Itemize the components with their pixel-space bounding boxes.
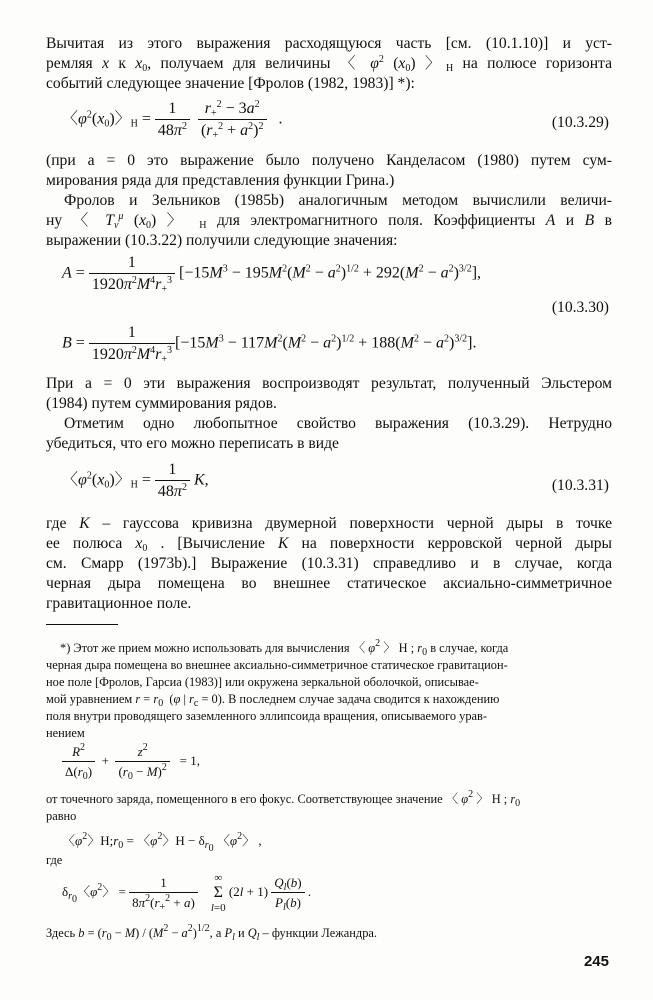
text-line: событий следующее значение [Фролов (1982, 1983)] *): xyxy=(46,75,415,92)
footnote-line: *) Этот же прием можно использовать для вычисления 〈 $\varphi^2$ 〉 H ; $r_0$ в случае, когда xyxy=(60,638,509,658)
text-line: При a = 0 эти выражения воспроизводят результат, полученный Эльстером xyxy=(46,375,612,392)
footnote-line: где xyxy=(46,853,63,867)
footnote-equation-ellipsoid: $\frac{R^2}{\Delta(r_0)}$ + $\frac{z^2}{(r_0 - M)^2}$ = 1, xyxy=(62,744,200,780)
footnote-line: от точечного заряда, помещенного в его фокус. Соответствующее значение 〈 $\varphi^2$ 〉 H ; $r_0$ xyxy=(46,789,521,809)
equation-number: (10.3.30) xyxy=(551,299,609,316)
text-line: ну 〈 $T_\nu^\mu$ $(x_0)$ 〉 $_H$ для электромагнитного поля. Коэффициенты A и B в xyxy=(46,211,612,231)
text-line: черная дыра помещена во внешнее статическое аксиально-симметричное xyxy=(46,575,612,592)
equation-10-3-29: 〈$\varphi^2(x_0)$〉$_H$ = $\frac{1}{48\pi^2}$ $\frac{r_+^2 - 3a^2}{(r_+^2 + a^2)^2}$ . xyxy=(62,99,283,141)
text-line: где K – гауссова кривизна двумерной поверхности черной дыры в точке xyxy=(46,515,612,532)
text-line: (1984) путем суммирования рядов. xyxy=(46,395,277,412)
text-line: Вычитая из этого выражения расходящуюся часть [см. (10.1.10)] и уст- xyxy=(46,35,612,52)
text-line: см. Смарр (1973b).] Выражение (10.3.31) справедливо и в случае, когда xyxy=(46,555,612,572)
text-line: Отметим одно любопытное свойство выражения (10.3.29). Нетрудно xyxy=(64,415,612,432)
footnote-line: равно xyxy=(46,809,77,823)
text-line: Фролов и Зельников (1985b) аналогичным методом вычислили величи- xyxy=(64,192,612,209)
text-line: выражении (10.3.22) получили следующие значения: xyxy=(46,232,398,249)
equation-number: (10.3.29) xyxy=(551,114,609,131)
footnote-line: ное поле [Фролов, Гарсиа (1983)] или окружена зеркальной оболочкой, описывае- xyxy=(46,675,479,689)
text-line: гравитационное поле. xyxy=(46,595,192,612)
footnote-line: Здесь $b = (r_0 - M) / (M^2 - a^2)^{1/2}$, а $P_l$ и $Q_l$ – функции Лежандра. xyxy=(46,923,378,943)
footnote-divider xyxy=(46,624,118,625)
equation-10-3-30-a: A = $\frac{1}{1920\pi^2M^4r_+^3}$ $[-15M^3 - 195M^2(M^2 - a^2)^{1/2} + 292(M^2 - a^2)^{3/2}]$, xyxy=(62,254,482,295)
text-line: убедиться, что его можно переписать в виде xyxy=(46,435,339,452)
text-line: мирования ряда для представления функции Грина.) xyxy=(46,172,395,189)
equation-number: (10.3.31) xyxy=(551,477,609,494)
footnote-equation-delta: $\delta_{r_0}$〈$\varphi^2$〉 = $\frac{1}{8\pi^2(r_+^2 + a)}$ ∞ Σ l=0 (2l + 1) $\frac{Q_l(b)}{P_l(b)}$ . xyxy=(62,872,312,914)
footnote-line: нением xyxy=(46,726,85,740)
text-line: ремляя x к $x_0$, получаем для величины 〈 $\varphi^2$ $(x_0)$ 〉$_H$ на полюсе горизонта xyxy=(46,54,612,74)
footnote-equation-value: 〈$\varphi^2$〉$H;r_0$ = 〈$\varphi^2$〉$H - \delta_{r_0}$ 〈$\varphi^2$〉 , xyxy=(62,831,262,854)
text-line: (при a = 0 это выражение было получено Канделасом (1980) путем сум- xyxy=(46,152,612,169)
footnote-line: поля внутри проводящего заземленного эллипсоида вращения, описываемого урав- xyxy=(46,709,488,723)
equation-10-3-31: 〈$\varphi^2(x_0)$〉$_H$ = $\frac{1}{48\pi^2}$ K, xyxy=(62,461,209,500)
page-number: 245 xyxy=(583,953,609,970)
text-line: ее полюса $x_0$ . [Вычисление K на поверхности керровской черной дыры xyxy=(46,535,612,554)
footnote-line: мой уравнением $r = r_0$ (φ | $r_c = 0$). В последнем случае задача сводится к нахождению xyxy=(46,692,500,709)
footnote-line: черная дыра помещена во внешнее аксиально-симметричное статическое гравитацион- xyxy=(46,658,508,672)
equation-10-3-30-b: B = $\frac{1}{1920\pi^2M^4r_+^3}$ $[-15M^3 - 117M^2(M^2 - a^2)^{1/2} + 188(M^2 - a^2)^{3/2}]$. xyxy=(62,324,477,365)
